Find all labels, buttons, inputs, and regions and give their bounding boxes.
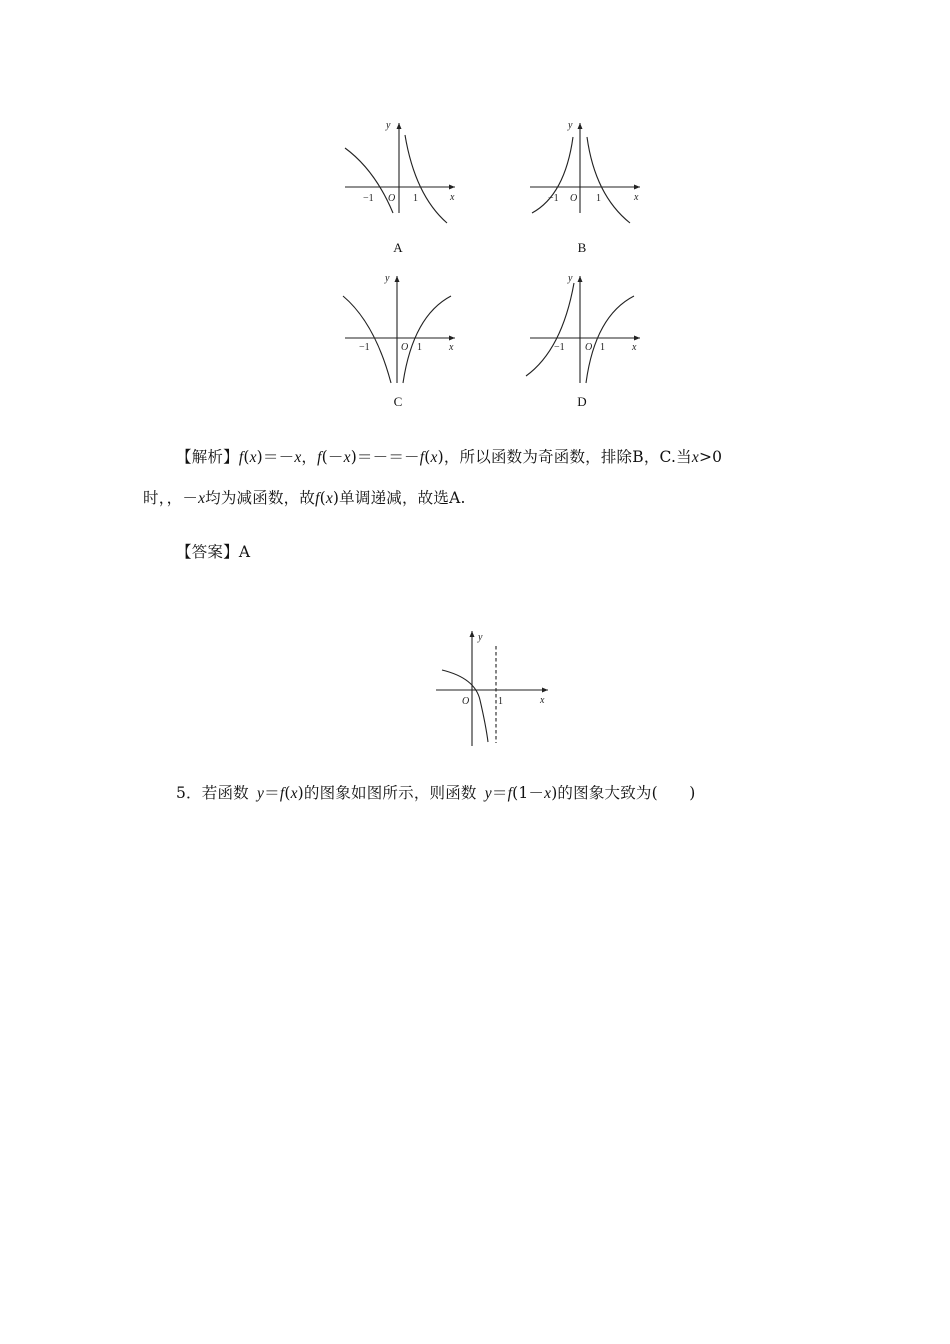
graph-option-b (520, 115, 650, 215)
math-f: f (238, 449, 244, 466)
math-f: f (315, 490, 320, 507)
x-axis-arrow (542, 688, 548, 693)
caption-d: D (577, 394, 587, 409)
math-f: f (317, 449, 322, 466)
text: )单调递减，故选A. (332, 489, 466, 507)
analysis-line-1 (176, 445, 722, 467)
tick-neg-one: −1 (359, 342, 370, 353)
y-axis-arrow (395, 276, 400, 282)
tick-neg-one: −1 (548, 193, 559, 204)
graph-option-c (335, 268, 465, 388)
problem-5-statement (176, 781, 696, 803)
analysis-line-2 (143, 486, 466, 508)
y-label: y (478, 632, 483, 643)
x-axis-arrow (634, 185, 640, 190)
text: (－ (321, 448, 344, 466)
origin-label: O (388, 193, 396, 204)
x-label: x (540, 695, 545, 706)
text: ＝ (264, 784, 280, 802)
tick-one: 1 (417, 342, 422, 353)
y-label: y (386, 120, 391, 131)
text: >0 (698, 448, 723, 466)
curve-left (526, 283, 574, 376)
text: ( (243, 448, 250, 466)
text: 均为减函数，故 (205, 489, 316, 507)
curve-right (587, 137, 630, 223)
answer-value: A (238, 543, 251, 561)
math-x: x (430, 449, 438, 466)
text: )，所以函数为奇函数，排除B，C.当 (437, 448, 692, 466)
text: ( (284, 784, 291, 802)
y-label: y (385, 273, 390, 284)
curve-right (403, 296, 451, 383)
math-y: y (484, 785, 492, 802)
text: ＝ (491, 784, 508, 802)
tick-one: 1 (498, 696, 503, 707)
math-x: x (249, 449, 257, 466)
math-x: x (343, 449, 351, 466)
text: ( (424, 448, 431, 466)
curve-right (586, 296, 634, 383)
x-axis-arrow (449, 185, 455, 190)
math-f: f (507, 785, 513, 802)
text: 时，，－ (143, 489, 199, 507)
tick-one: 1 (413, 193, 418, 204)
y-axis-arrow (578, 276, 583, 282)
math-x: x (544, 785, 552, 802)
math-f: f (279, 785, 285, 802)
tick-neg-one: −1 (554, 342, 565, 353)
origin-label: O (401, 342, 409, 353)
text: )的图象大致为( ) (551, 784, 696, 802)
x-axis-arrow (449, 336, 455, 341)
math-f: f (419, 449, 425, 466)
graph-problem-5 (430, 628, 560, 753)
graph-option-a (335, 115, 465, 215)
answer-tag: 【答案】 (176, 543, 239, 561)
origin-label: O (570, 193, 578, 204)
x-label: x (632, 342, 637, 353)
y-axis-arrow (578, 123, 583, 129)
text: )的图象如图所示，则函数 (297, 784, 477, 802)
math-y: y (257, 785, 265, 802)
math-x: x (290, 785, 298, 802)
text: ( (319, 489, 326, 507)
text: (1－ (512, 784, 545, 802)
x-label: x (634, 192, 639, 203)
tick-one: 1 (600, 342, 605, 353)
caption-a: A (393, 240, 403, 255)
origin-label: O (462, 696, 470, 707)
curve-left (343, 296, 391, 383)
y-label: y (568, 273, 573, 284)
tick-one: 1 (596, 193, 601, 204)
x-label: x (449, 342, 454, 353)
y-axis-arrow (397, 123, 402, 129)
analysis-tag: 【解析】 (176, 448, 239, 466)
x-label: x (450, 192, 455, 203)
text: 5．若函数 (176, 784, 249, 802)
math-x: x (294, 449, 302, 466)
answer-line (176, 540, 250, 562)
y-label: y (568, 120, 573, 131)
caption-c: C (393, 394, 403, 409)
text: )＝－ (256, 448, 295, 466)
caption-b: B (577, 240, 587, 255)
text: )＝－＝－ (350, 448, 420, 466)
y-axis-arrow (470, 631, 475, 637)
graph-option-d (520, 268, 650, 388)
tick-neg-one: −1 (363, 193, 374, 204)
x-axis-arrow (634, 336, 640, 341)
math-x: x (691, 449, 699, 466)
origin-label: O (585, 342, 593, 353)
math-x: x (198, 490, 206, 507)
math-x: x (325, 490, 333, 507)
text: ， (301, 448, 318, 466)
curve-right (405, 135, 447, 223)
